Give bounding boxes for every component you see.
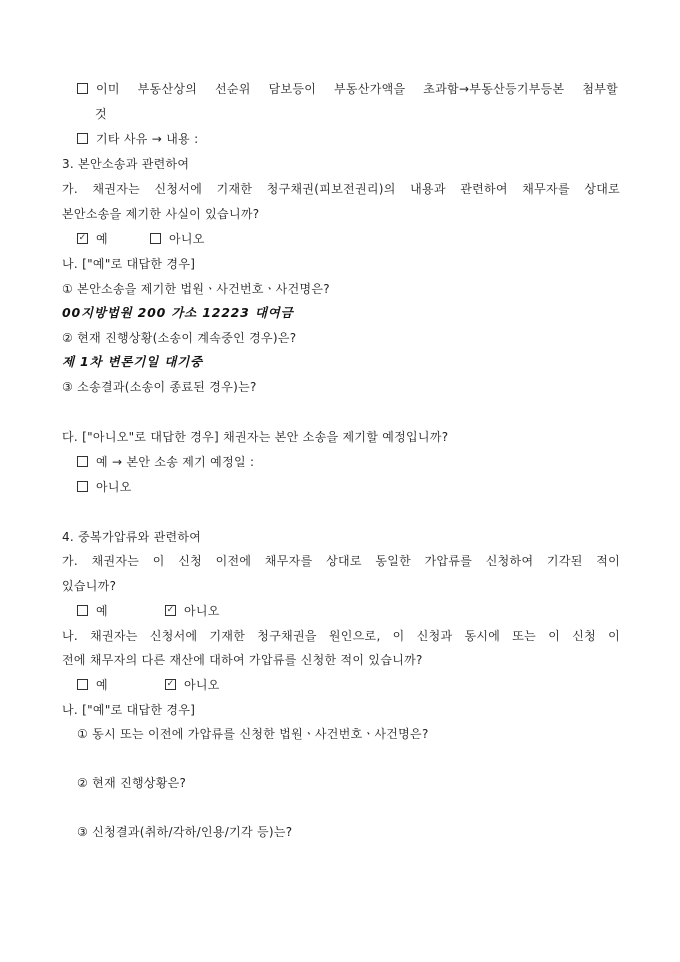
option-no[interactable] [165, 678, 220, 692]
option-label: 아니오 [184, 678, 220, 692]
checkbox[interactable] [77, 679, 88, 690]
checkbox-label: 이미 부동산상의 선순위 담보등이 부동산가액을 초과함→부동산등기부등본 첨부할 [96, 82, 618, 96]
question-text: 나. 채권자는 신청서에 기재한 청구채권을 원인으로, 이 신청과 동시에 또는 이 신청 이 [62, 629, 620, 643]
question-text: 본안소송을 제기한 사실이 있습니까? [62, 207, 260, 221]
question-text: ② 현재 진행상황(소송이 계속중인 경우)은? [62, 331, 297, 345]
checkbox[interactable] [77, 133, 88, 144]
option-yes[interactable] [77, 232, 108, 246]
checkbox[interactable] [150, 233, 161, 244]
section-heading: 4. 중복가압류와 관련하여 [62, 530, 202, 544]
option-yes[interactable] [77, 455, 254, 469]
checkbox-item-exceeds[interactable] [77, 82, 618, 96]
checkbox[interactable] [77, 481, 88, 492]
option-label: 아니오 [169, 232, 205, 246]
option-label: 아니오 [96, 480, 132, 494]
option-label: 예 [96, 604, 108, 618]
subsection-heading: 나. ["예"로 대답한 경우] [62, 703, 196, 717]
option-no[interactable] [150, 232, 205, 246]
option-no[interactable] [77, 480, 132, 494]
subsection-heading: 나. ["예"로 대답한 경우] [62, 257, 196, 271]
checkbox-label-continued: 것 [95, 107, 107, 121]
option-label: 예 [96, 678, 108, 692]
question-text: ③ 신청결과(취하/각하/인용/기각 등)는? [77, 825, 293, 839]
handwritten-answer: 제 1차 변론기일 대기중 [62, 354, 203, 369]
option-label: 예 → 본안 소송 제기 예정일 : [96, 455, 255, 469]
option-label: 예 [96, 232, 108, 246]
question-text: ③ 소송결과(소송이 종료된 경우)는? [62, 380, 257, 394]
checkbox[interactable] [77, 456, 88, 467]
checkbox-label: 기타 사유 → 내용 : [96, 132, 199, 146]
question-text: 있습니까? [62, 579, 117, 593]
checkbox[interactable] [165, 605, 176, 616]
option-yes[interactable] [77, 604, 108, 618]
question-text: 다. ["아니오"로 대답한 경우] 채권자는 본안 소송을 제기할 예정입니까? [62, 430, 449, 444]
question-text: ① 본안소송을 제기한 법원ㆍ사건번호ㆍ사건명은? [62, 282, 330, 296]
checkbox[interactable] [165, 679, 176, 690]
section-heading: 3. 본안소송과 관련하여 [62, 157, 190, 171]
checkbox[interactable] [77, 605, 88, 616]
question-text: 가. 채권자는 이 신청 이전에 채무자를 상대로 동일한 가압류를 신청하여 기각된 적이 [62, 554, 620, 568]
option-yes[interactable] [77, 678, 108, 692]
option-no[interactable] [165, 604, 220, 618]
option-label: 아니오 [184, 604, 220, 618]
question-text: ① 동시 또는 이전에 가압류를 신청한 법원ㆍ사건번호ㆍ사건명은? [77, 727, 429, 741]
checkbox[interactable] [77, 233, 88, 244]
question-text: 전에 채무자의 다른 재산에 대하여 가압류를 신청한 적이 있습니까? [62, 653, 423, 667]
question-text: 가. 채권자는 신청서에 기재한 청구채권(피보전권리)의 내용과 관련하여 채무자를 상대로 [62, 182, 620, 196]
checkbox[interactable] [77, 83, 88, 94]
checkbox-item-other[interactable] [77, 132, 199, 146]
handwritten-answer: 00지방법원 200 가소 12223 대여금 [62, 305, 294, 320]
question-text: ② 현재 진행상황은? [77, 776, 187, 790]
